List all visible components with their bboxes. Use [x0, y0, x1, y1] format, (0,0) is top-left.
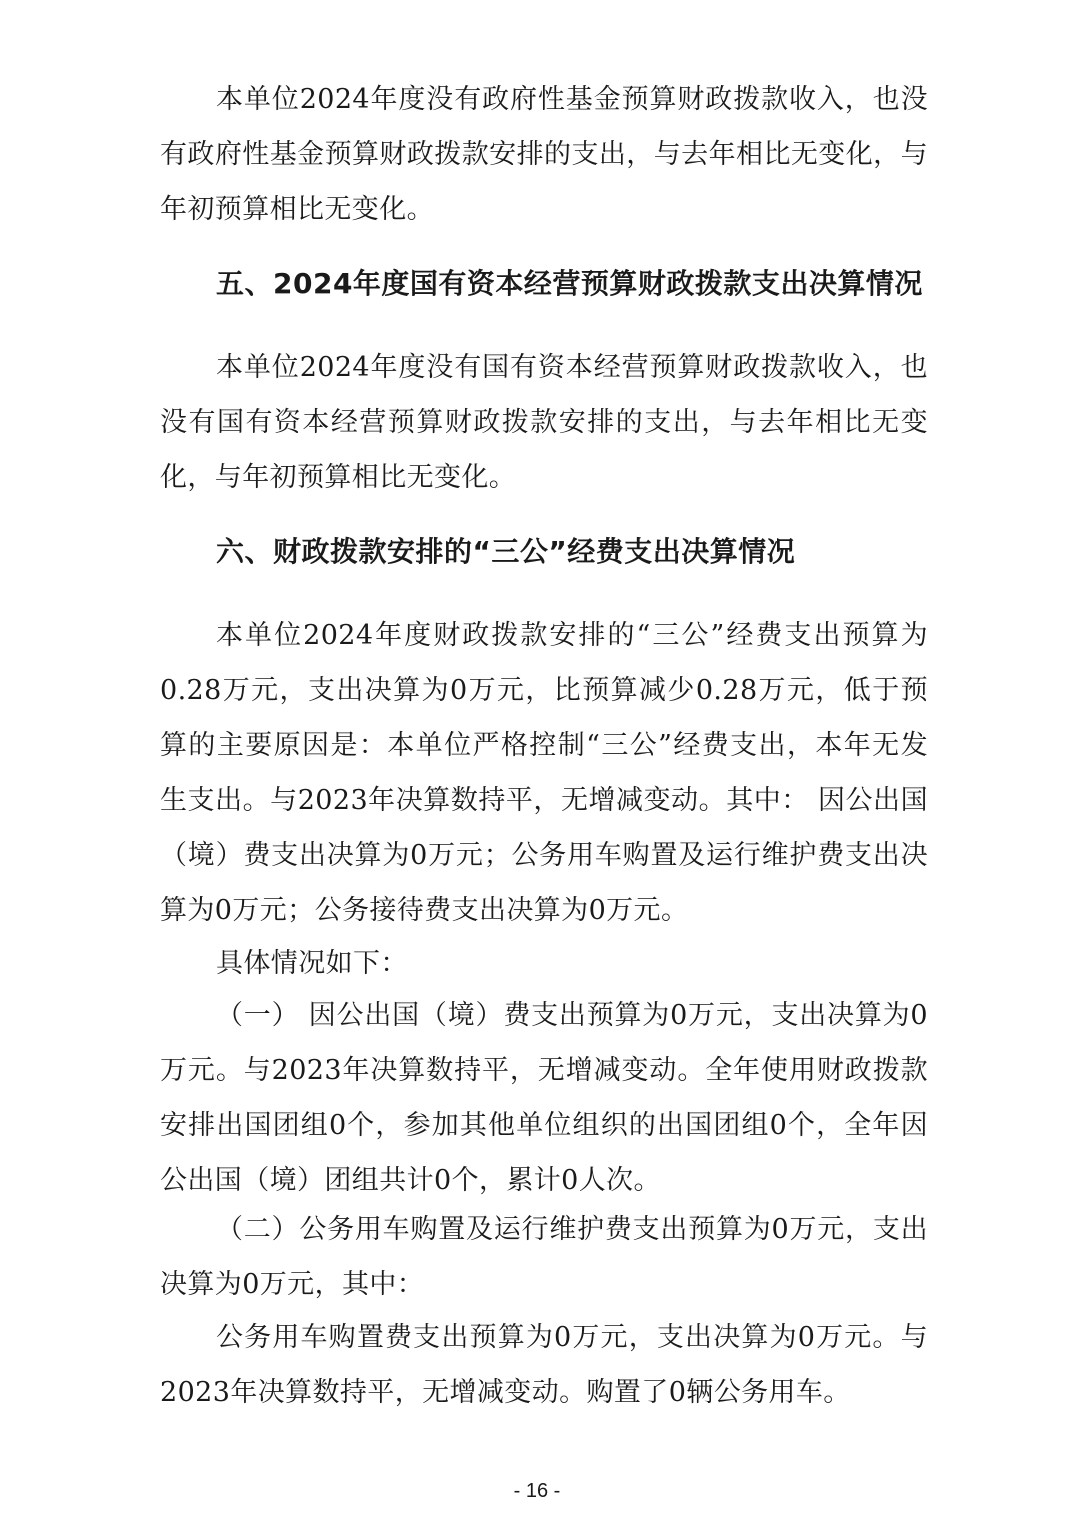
paragraph-details-intro: 具体情况如下： — [216, 948, 408, 979]
page-number: - 16 - — [513, 1480, 561, 1502]
paragraph-state-capital: 本单位2024年度没有国有资本经营预算财政拨款收入，也没有国有资本经营预算财政拨款安排的支出，与去年相比无变化，与年初预算相比无变化。 — [160, 352, 928, 493]
paragraph-outbound-travel: （一） 因公出国（境）费支出预算为0万元，支出决算为0万元。与2023年决算数持平，无增减变动。全年使用财政拨款安排出国团组0个，参加其他单位组织的出国团组0个，全年因公出国（境）团组共计0个，累计0人次。 — [160, 1000, 928, 1196]
paragraph-government-fund: 本单位2024年度没有政府性基金预算财政拨款收入，也没有政府性基金预算财政拨款安排的支出，与去年相比无变化，与年初预算相比无变化。 — [160, 84, 928, 225]
paragraph-three-public-overview: 本单位2024年度财政拨款安排的“三公”经费支出预算为0.28万元，支出决算为0万元，比预算减少0.28万元，低于预算的主要原因是：本单位严格控制“三公”经费支出，本年无发生支出。与2023年决算数持平，无增减变动。其中： 因公出国（境）费支出决算为0万元；公务用车购置及运行维护费支出决算为0万元；公务接待费支出决算为0万元。 — [160, 620, 928, 926]
paragraph-vehicle-purchase: 公务用车购置费支出预算为0万元，支出决算为0万元。与2023年决算数持平，无增减变动。购置了0辆公务用车。 — [160, 1322, 928, 1408]
paragraph-official-vehicles: （二）公务用车购置及运行维护费支出预算为0万元，支出决算为0万元，其中： — [160, 1214, 928, 1300]
heading-section-6: 六、财政拨款安排的“三公”经费支出决算情况 — [216, 535, 796, 568]
heading-section-5: 五、2024年度国有资本经营预算财政拨款支出决算情况 — [216, 267, 923, 300]
